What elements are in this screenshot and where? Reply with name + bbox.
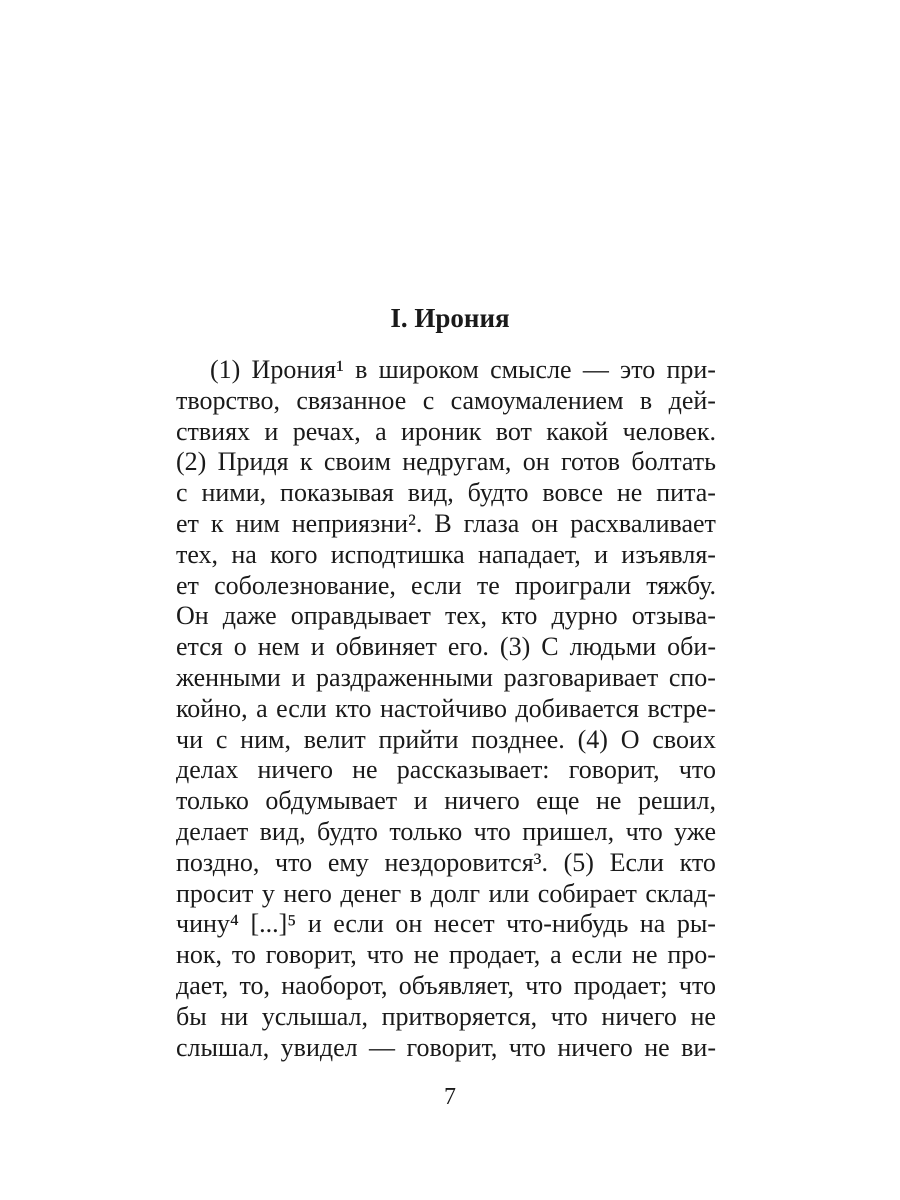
chapter-body bbox=[176, 355, 716, 1063]
text-line: дает, то, наоборот, объявляет, что продает; что bbox=[176, 970, 716, 1000]
text-line: нок, то говорит, что не продает, а если не про- bbox=[176, 940, 716, 970]
text-line: с ними, показывая вид, будто вовсе не пита- bbox=[176, 478, 716, 508]
text-line: ствиях и речах, а ироник вот какой человек. bbox=[176, 416, 716, 446]
text-line: только обдумывает и ничего еще не решил, bbox=[176, 786, 716, 816]
text-line: просит у него денег в долг или собирает склад- bbox=[176, 878, 716, 908]
text-line: Он даже оправдывает тех, кто дурно отзыва- bbox=[176, 601, 716, 631]
text-line: ет соболезнование, если те проиграли тяжбу. bbox=[176, 570, 716, 600]
text-line: ется о нем и обвиняет его. (3) С людьми оби- bbox=[176, 632, 716, 662]
text-line: бы ни услышал, притворяется, что ничего не bbox=[176, 1001, 716, 1031]
text-line: слышал, увидел — говорит, что ничего не ви- bbox=[176, 1032, 716, 1062]
text-line: делает вид, будто только что пришел, что уже bbox=[176, 816, 716, 846]
text-line: творство, связанное с самоумалением в дей- bbox=[176, 385, 716, 415]
text-line: чи с ним, велит прийти позднее. (4) О своих bbox=[176, 724, 716, 754]
text-line: (1) Ирония¹ в широком смысле — это при- bbox=[210, 355, 716, 384]
text-line: поздно, что ему нездоровится³. (5) Если кто bbox=[176, 847, 716, 877]
chapter-title: I. Ирония bbox=[390, 303, 510, 333]
text-line: койно, а если кто настойчиво добивается встре- bbox=[176, 693, 716, 723]
page-number: 7 bbox=[444, 1084, 456, 1110]
text-line: (2) Придя к своим недругам, он готов болтать bbox=[176, 447, 716, 477]
text-line: чину⁴ [...]⁵ и если он несет что-нибудь на ры- bbox=[176, 909, 716, 939]
text-line: тех, на кого исподтишка нападает, и изъявля- bbox=[176, 539, 716, 569]
text-line: ет к ним неприязни². В глаза он расхваливает bbox=[176, 508, 716, 538]
text-line: делах ничего не рассказывает: говорит, что bbox=[176, 755, 716, 785]
text-line: женными и раздраженными разговаривает спо- bbox=[176, 662, 716, 692]
